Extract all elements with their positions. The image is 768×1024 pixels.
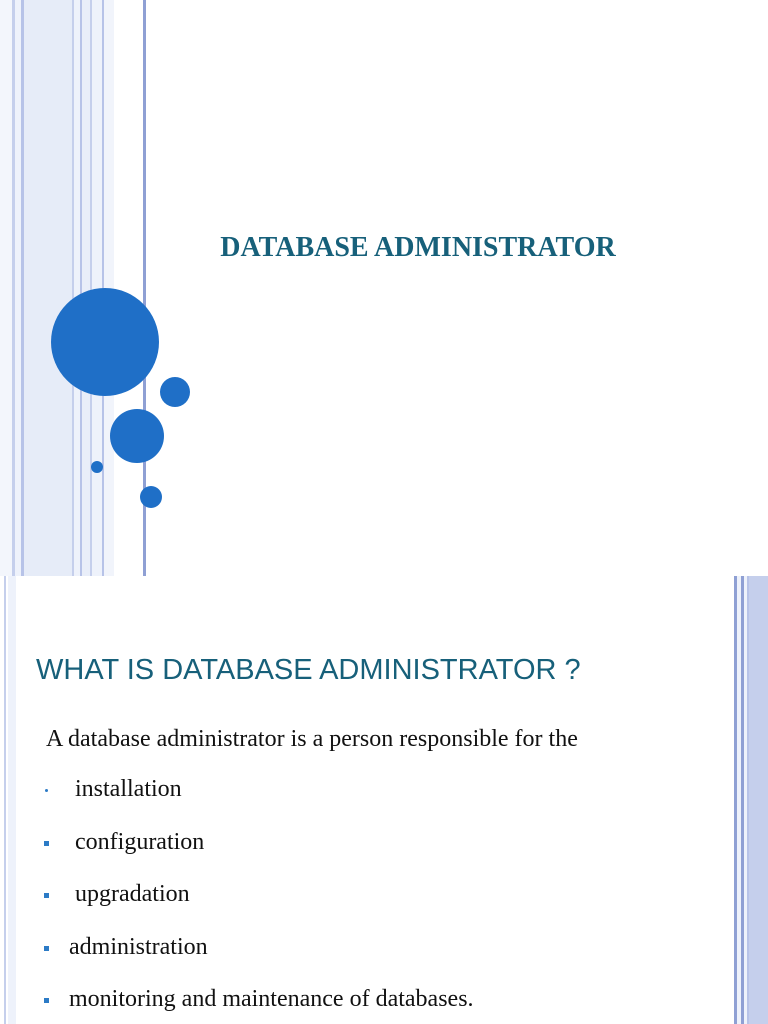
- tiny-circle: [91, 461, 103, 473]
- decorative-circles: [0, 0, 220, 576]
- bullet-square-icon: [44, 841, 49, 846]
- slide-heading: WHAT IS DATABASE ADMINISTRATOR ?: [36, 654, 581, 686]
- small-circle: [160, 377, 190, 407]
- bullet-square-icon: [44, 946, 49, 951]
- bullet-square-icon: [44, 893, 49, 898]
- content-slide: WHAT IS DATABASE ADMINISTRATOR ? A database administrator is a person responsible for the installation configuration upgradation administration monitoring and maintenance of databases.: [0, 576, 768, 1024]
- decorative-stripes-left: [0, 576, 20, 1024]
- large-circle: [51, 288, 159, 396]
- slide-title: DATABASE ADMINISTRATOR: [220, 232, 616, 263]
- intro-text: A database administrator is a person responsible for the: [46, 726, 578, 752]
- bullet-square-icon: [44, 998, 49, 1003]
- medium-circle: [110, 409, 164, 463]
- decorative-stripes-right: [728, 576, 768, 1024]
- bullet-dot-icon: [45, 789, 48, 792]
- small-circle-bottom: [140, 486, 162, 508]
